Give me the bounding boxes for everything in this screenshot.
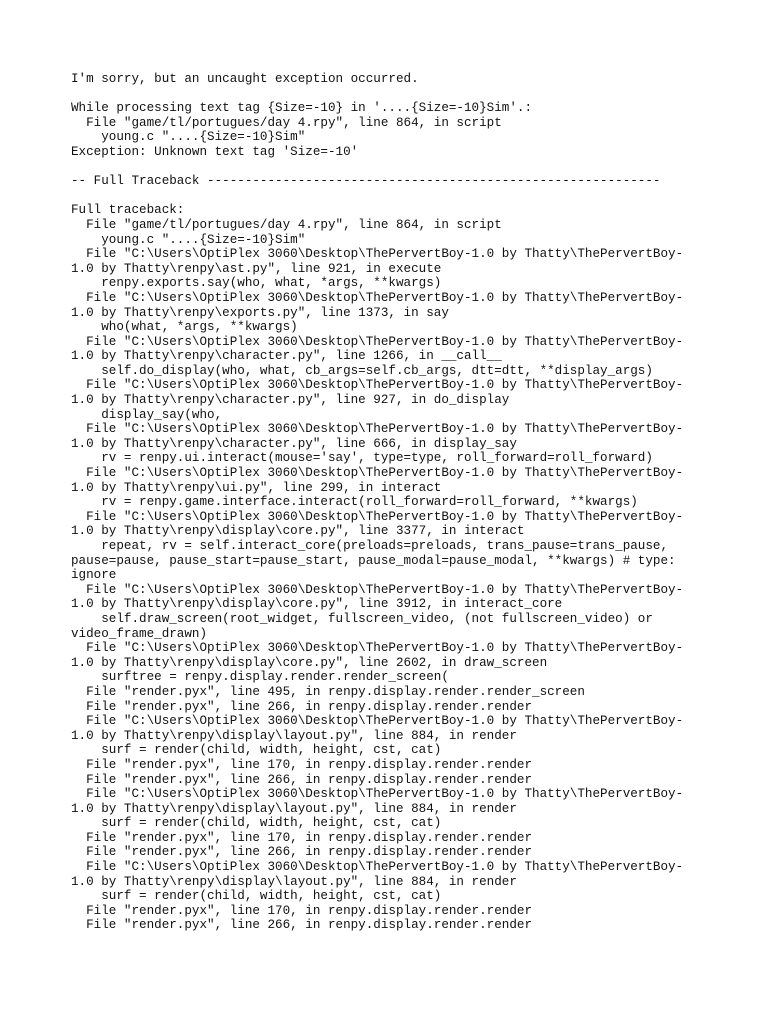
traceback-line: 1.0 by Thatty\renpy\ui.py", line 299, in interact: [71, 480, 442, 495]
traceback-line: File "render.pyx", line 266, in renpy.display.render.render: [71, 772, 533, 787]
traceback-line: display_say(who,: [71, 407, 223, 422]
blank-line: [71, 87, 691, 102]
traceback-line: 1.0 by Thatty\renpy\character.py", line 1266, in __call__: [71, 349, 502, 364]
traceback-line: repeat, rv = self.interact_core(preloads=preloads, trans_pause=trans_pause,: [71, 539, 669, 553]
traceback-line: rv = renpy.game.interface.interact(roll_forward=roll_forward, **kwargs): [71, 495, 638, 510]
traceback-line: young.c "....{Size=-10}Sim": [71, 130, 306, 145]
traceback-line: young.c "....{Size=-10}Sim": [71, 232, 306, 247]
traceback-line: File "C:\Users\OptiPlex 3060\Desktop\ThePervertBoy-1.0 by Thatty\ThePervertBoy-: [71, 334, 684, 349]
traceback-line: File "C:\Users\OptiPlex 3060\Desktop\ThePervertBoy-1.0 by Thatty\ThePervertBoy-: [71, 290, 684, 305]
traceback-line: ignore: [71, 568, 117, 583]
traceback-line: File "C:\Users\OptiPlex 3060\Desktop\ThePervertBoy-1.0 by Thatty\ThePervertBoy-: [71, 378, 684, 393]
traceback-line: 1.0 by Thatty\renpy\character.py", line 666, in display_say: [71, 436, 517, 451]
traceback-line: File "render.pyx", line 170, in renpy.display.render.render: [71, 903, 533, 918]
traceback-line: self.draw_screen(root_widget, fullscreen_video, (not fullscreen_video) or: [71, 611, 653, 626]
traceback-line: 1.0 by Thatty\renpy\character.py", line 927, in do_display: [71, 393, 510, 408]
traceback-line: 1.0 by Thatty\renpy\ast.py", line 921, in execute: [71, 261, 442, 276]
traceback-line: File "render.pyx", line 170, in renpy.display.render.render: [71, 757, 533, 772]
traceback-line: File "C:\Users\OptiPlex 3060\Desktop\ThePervertBoy-1.0 by Thatty\ThePervertBoy-: [71, 641, 684, 656]
traceback-line: surftree = renpy.display.render.render_screen(: [71, 670, 449, 685]
traceback-line: While processing text tag {Size=-10} in '....{Size=-10}Sim'.:: [71, 101, 533, 116]
traceback-line: 1.0 by Thatty\renpy\exports.py", line 1373, in say: [71, 305, 449, 320]
traceback-line: File "render.pyx", line 266, in renpy.display.render.render: [71, 699, 533, 714]
traceback-line: pause=pause, pause_start=pause_start, pause_modal=pause_modal, **kwargs) # type:: [71, 553, 676, 568]
traceback-line: Exception: Unknown text tag 'Size=-10': [71, 144, 359, 159]
traceback-line: File "render.pyx", line 495, in renpy.display.render.render_screen: [71, 684, 585, 699]
traceback-line: File "C:\Users\OptiPlex 3060\Desktop\ThePervertBoy-1.0 by Thatty\ThePervertBoy-: [71, 714, 684, 729]
traceback-line: 1.0 by Thatty\renpy\display\core.py", line 3377, in interact: [71, 524, 525, 539]
traceback-line: File "C:\Users\OptiPlex 3060\Desktop\ThePervertBoy-1.0 by Thatty\ThePervertBoy-: [71, 860, 684, 875]
traceback-line: File "C:\Users\OptiPlex 3060\Desktop\ThePervertBoy-1.0 by Thatty\ThePervertBoy-: [71, 247, 684, 262]
blank-line: [71, 160, 691, 175]
traceback-line: surf = render(child, width, height, cst, cat): [71, 743, 442, 758]
traceback-line: surf = render(child, width, height, cst, cat): [71, 816, 442, 831]
traceback-line: rv = renpy.ui.interact(mouse='say', type=type, roll_forward=roll_forward): [71, 451, 653, 466]
traceback-line: File "C:\Users\OptiPlex 3060\Desktop\ThePervertBoy-1.0 by Thatty\ThePervertBoy-: [71, 787, 684, 802]
blank-line: [71, 189, 691, 204]
traceback-line: who(what, *args, **kwargs): [71, 320, 298, 335]
traceback-line: 1.0 by Thatty\renpy\display\layout.py", line 884, in render: [71, 801, 517, 816]
traceback-line: File "C:\Users\OptiPlex 3060\Desktop\ThePervertBoy-1.0 by Thatty\ThePervertBoy-: [71, 422, 684, 437]
traceback-line: 1.0 by Thatty\renpy\display\layout.py", line 884, in render: [71, 728, 517, 743]
traceback-line: 1.0 by Thatty\renpy\display\core.py", line 2602, in draw_screen: [71, 655, 548, 670]
traceback-line: File "game/tl/portugues/day 4.rpy", line 864, in script: [71, 217, 502, 232]
traceback-line: 1.0 by Thatty\renpy\display\layout.py", line 884, in render: [71, 874, 517, 889]
traceback-line: renpy.exports.say(who, what, *args, **kwargs): [71, 276, 442, 291]
traceback-line: video_frame_drawn): [71, 626, 208, 641]
traceback-line: -- Full Traceback ------------------------------------------------------------: [71, 174, 661, 189]
traceback-line: File "C:\Users\OptiPlex 3060\Desktop\ThePervertBoy-1.0 by Thatty\ThePervertBoy-: [71, 509, 684, 524]
traceback-document: [71, 72, 691, 933]
traceback-line: File "render.pyx", line 266, in renpy.display.render.render: [71, 918, 533, 933]
traceback-line: File "C:\Users\OptiPlex 3060\Desktop\ThePervertBoy-1.0 by Thatty\ThePervertBoy-: [71, 582, 684, 597]
traceback-line: self.do_display(who, what, cb_args=self.cb_args, dtt=dtt, **display_args): [71, 363, 653, 378]
traceback-line: File "render.pyx", line 266, in renpy.display.render.render: [71, 845, 533, 860]
traceback-line: File "game/tl/portugues/day 4.rpy", line 864, in script: [71, 115, 502, 130]
traceback-line: File "C:\Users\OptiPlex 3060\Desktop\ThePervertBoy-1.0 by Thatty\ThePervertBoy-: [71, 466, 684, 481]
traceback-line: surf = render(child, width, height, cst, cat): [71, 889, 442, 904]
traceback-line: File "render.pyx", line 170, in renpy.display.render.render: [71, 830, 533, 845]
traceback-line: I'm sorry, but an uncaught exception occurred.: [71, 72, 419, 86]
traceback-line: 1.0 by Thatty\renpy\display\core.py", line 3912, in interact_core: [71, 597, 563, 612]
traceback-line: Full traceback:: [71, 203, 185, 218]
